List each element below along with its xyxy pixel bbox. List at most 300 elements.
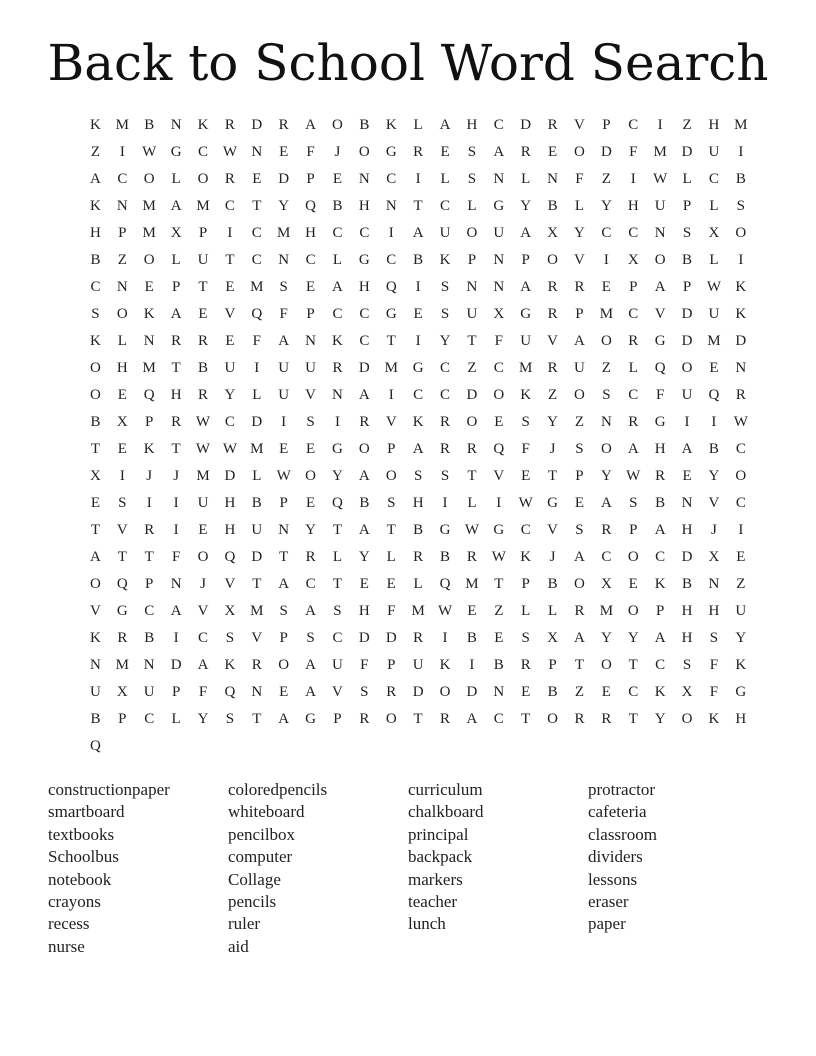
grid-letter[interactable]: A bbox=[412, 441, 424, 457]
grid-letter[interactable]: L bbox=[171, 711, 181, 727]
grid-letter[interactable]: S bbox=[575, 441, 584, 457]
grid-letter[interactable]: U bbox=[493, 225, 505, 241]
grid-letter[interactable]: O bbox=[654, 252, 666, 268]
grid-letter[interactable]: C bbox=[359, 225, 370, 241]
grid-letter[interactable]: I bbox=[738, 252, 744, 268]
grid-letter[interactable]: T bbox=[117, 549, 127, 565]
grid-letter[interactable]: R bbox=[601, 711, 612, 727]
grid-letter[interactable]: Z bbox=[494, 603, 504, 619]
grid-letter[interactable]: S bbox=[306, 630, 315, 646]
grid-letter[interactable]: K bbox=[439, 657, 451, 673]
grid-letter[interactable]: H bbox=[708, 603, 720, 619]
grid-letter[interactable]: H bbox=[681, 522, 693, 538]
grid-letter[interactable]: S bbox=[360, 684, 369, 700]
grid-letter[interactable]: R bbox=[332, 360, 343, 376]
grid-letter[interactable]: O bbox=[600, 441, 612, 457]
grid-letter[interactable]: E bbox=[305, 495, 316, 511]
grid-letter[interactable]: D bbox=[251, 117, 263, 133]
grid-letter[interactable]: P bbox=[145, 576, 154, 592]
grid-letter[interactable]: D bbox=[358, 360, 370, 376]
grid-letter[interactable]: U bbox=[143, 684, 155, 700]
grid-letter[interactable]: J bbox=[173, 468, 180, 484]
grid-letter[interactable]: O bbox=[90, 387, 101, 403]
grid-letter[interactable]: X bbox=[224, 603, 236, 619]
grid-letter[interactable]: Z bbox=[467, 360, 477, 376]
grid-letter[interactable]: D bbox=[278, 171, 290, 187]
grid-letter[interactable]: E bbox=[117, 387, 127, 403]
grid-letter[interactable]: B bbox=[90, 252, 101, 268]
grid-letter[interactable]: R bbox=[601, 522, 612, 538]
grid-letter[interactable]: E bbox=[521, 684, 531, 700]
grid-letter[interactable]: D bbox=[681, 549, 693, 565]
grid-letter[interactable]: H bbox=[627, 198, 639, 214]
grid-letter[interactable]: N bbox=[116, 198, 128, 214]
grid-letter[interactable]: C bbox=[601, 225, 612, 241]
grid-letter[interactable]: D bbox=[412, 684, 424, 700]
grid-letter[interactable]: U bbox=[735, 603, 747, 619]
grid-letter[interactable]: N bbox=[547, 171, 558, 187]
grid-letter[interactable]: B bbox=[735, 171, 746, 187]
grid-letter[interactable]: A bbox=[358, 468, 370, 484]
grid-letter[interactable]: E bbox=[117, 441, 127, 457]
grid-letter[interactable]: M bbox=[707, 333, 721, 349]
grid-letter[interactable]: K bbox=[735, 306, 747, 322]
grid-letter[interactable]: E bbox=[279, 684, 289, 700]
grid-letter[interactable]: O bbox=[574, 576, 585, 592]
grid-letter[interactable]: V bbox=[547, 333, 558, 349]
grid-letter[interactable]: E bbox=[440, 144, 450, 160]
grid-letter[interactable]: Q bbox=[251, 306, 263, 322]
grid-letter[interactable]: M bbox=[142, 225, 156, 241]
grid-letter[interactable]: D bbox=[170, 657, 182, 673]
grid-letter[interactable]: I bbox=[711, 414, 717, 430]
grid-letter[interactable]: D bbox=[251, 549, 263, 565]
grid-letter[interactable]: O bbox=[143, 171, 155, 187]
grid-letter[interactable]: A bbox=[278, 333, 290, 349]
grid-letter[interactable]: X bbox=[170, 225, 182, 241]
grid-letter[interactable]: A bbox=[574, 630, 585, 646]
grid-letter[interactable]: A bbox=[600, 495, 612, 511]
grid-letter[interactable]: E bbox=[332, 171, 343, 187]
grid-letter[interactable]: K bbox=[332, 333, 343, 349]
grid-letter[interactable]: L bbox=[709, 198, 719, 214]
grid-letter[interactable]: K bbox=[90, 630, 101, 646]
grid-letter[interactable]: H bbox=[708, 117, 720, 133]
grid-letter[interactable]: W bbox=[733, 414, 748, 430]
grid-letter[interactable]: I bbox=[657, 117, 663, 133]
grid-letter[interactable]: C bbox=[332, 630, 343, 646]
grid-letter[interactable]: X bbox=[116, 684, 128, 700]
grid-letter[interactable]: Z bbox=[90, 144, 101, 160]
grid-letter[interactable]: R bbox=[735, 387, 746, 403]
grid-letter[interactable]: I bbox=[630, 171, 636, 187]
grid-letter[interactable]: R bbox=[440, 711, 451, 727]
grid-letter[interactable]: O bbox=[600, 333, 612, 349]
grid-letter[interactable]: S bbox=[682, 657, 692, 673]
grid-letter[interactable]: F bbox=[655, 387, 665, 403]
grid-letter[interactable]: M bbox=[250, 603, 264, 619]
grid-letter[interactable]: V bbox=[708, 495, 720, 511]
grid-letter[interactable]: T bbox=[386, 522, 396, 538]
grid-letter[interactable]: W bbox=[276, 468, 291, 484]
grid-letter[interactable]: I bbox=[227, 225, 233, 241]
grid-letter[interactable]: S bbox=[521, 414, 530, 430]
grid-letter[interactable]: G bbox=[412, 360, 424, 376]
grid-letter[interactable]: O bbox=[439, 684, 451, 700]
grid-letter[interactable]: E bbox=[494, 630, 504, 646]
grid-letter[interactable]: G bbox=[735, 684, 747, 700]
grid-letter[interactable]: K bbox=[90, 333, 101, 349]
grid-letter[interactable]: J bbox=[334, 144, 341, 160]
grid-letter[interactable]: E bbox=[682, 468, 692, 484]
grid-letter[interactable]: N bbox=[493, 252, 505, 268]
grid-letter[interactable]: J bbox=[549, 441, 556, 457]
grid-letter[interactable]: O bbox=[358, 441, 370, 457]
grid-letter[interactable]: R bbox=[198, 387, 209, 403]
grid-letter[interactable]: N bbox=[251, 144, 263, 160]
grid-letter[interactable]: W bbox=[222, 441, 237, 457]
grid-letter[interactable]: R bbox=[547, 279, 558, 295]
grid-letter[interactable]: V bbox=[197, 603, 209, 619]
grid-letter[interactable]: L bbox=[386, 549, 396, 565]
grid-letter[interactable]: L bbox=[440, 171, 450, 187]
grid-letter[interactable]: H bbox=[305, 225, 316, 241]
grid-letter[interactable]: R bbox=[440, 414, 451, 430]
grid-letter[interactable]: S bbox=[225, 630, 235, 646]
grid-letter[interactable]: Y bbox=[520, 198, 532, 214]
grid-letter[interactable]: S bbox=[91, 306, 100, 322]
grid-letter[interactable]: C bbox=[359, 306, 370, 322]
grid-letter[interactable]: S bbox=[629, 495, 638, 511]
grid-letter[interactable]: Q bbox=[224, 684, 236, 700]
grid-letter[interactable]: A bbox=[654, 630, 666, 646]
grid-letter[interactable]: L bbox=[682, 171, 692, 187]
grid-letter[interactable]: I bbox=[281, 414, 287, 430]
grid-letter[interactable]: T bbox=[332, 576, 343, 592]
grid-letter[interactable]: J bbox=[711, 522, 717, 538]
grid-letter[interactable]: D bbox=[466, 684, 478, 700]
grid-letter[interactable]: O bbox=[305, 468, 316, 484]
grid-letter[interactable]: G bbox=[358, 252, 370, 268]
grid-letter[interactable]: C bbox=[708, 171, 719, 187]
grid-letter[interactable]: W bbox=[653, 171, 668, 187]
grid-letter[interactable]: R bbox=[413, 549, 424, 565]
grid-letter[interactable]: C bbox=[493, 117, 504, 133]
grid-letter[interactable]: H bbox=[466, 117, 478, 133]
grid-letter[interactable]: H bbox=[735, 711, 747, 727]
grid-letter[interactable]: C bbox=[144, 603, 155, 619]
grid-letter[interactable]: T bbox=[225, 252, 235, 268]
grid-letter[interactable]: N bbox=[385, 198, 397, 214]
grid-letter[interactable]: R bbox=[386, 684, 397, 700]
grid-letter[interactable]: I bbox=[334, 414, 340, 430]
grid-letter[interactable]: L bbox=[117, 333, 127, 349]
grid-letter[interactable]: A bbox=[278, 711, 290, 727]
grid-letter[interactable]: C bbox=[90, 279, 101, 295]
grid-letter[interactable]: V bbox=[574, 252, 585, 268]
grid-letter[interactable]: C bbox=[628, 225, 639, 241]
grid-letter[interactable]: K bbox=[143, 306, 155, 322]
grid-letter[interactable]: M bbox=[142, 198, 156, 214]
grid-letter[interactable]: O bbox=[547, 252, 558, 268]
grid-letter[interactable]: E bbox=[709, 360, 719, 376]
grid-letter[interactable]: R bbox=[224, 117, 235, 133]
grid-letter[interactable]: N bbox=[278, 252, 290, 268]
grid-letter[interactable]: Y bbox=[654, 711, 666, 727]
grid-letter[interactable]: C bbox=[735, 441, 746, 457]
grid-letter[interactable]: C bbox=[251, 225, 262, 241]
grid-letter[interactable]: P bbox=[118, 225, 127, 241]
grid-letter[interactable]: A bbox=[466, 711, 478, 727]
grid-letter[interactable]: Z bbox=[736, 576, 746, 592]
grid-letter[interactable]: B bbox=[440, 549, 451, 565]
grid-letter[interactable]: X bbox=[493, 306, 505, 322]
grid-letter[interactable]: F bbox=[521, 441, 530, 457]
grid-letter[interactable]: U bbox=[224, 360, 236, 376]
grid-letter[interactable]: M bbox=[277, 225, 291, 241]
grid-letter[interactable]: I bbox=[415, 171, 421, 187]
grid-letter[interactable]: I bbox=[254, 360, 260, 376]
grid-letter[interactable]: R bbox=[628, 414, 639, 430]
grid-letter[interactable]: A bbox=[305, 684, 316, 700]
grid-letter[interactable]: E bbox=[144, 279, 154, 295]
grid-letter[interactable]: K bbox=[90, 117, 101, 133]
grid-letter[interactable]: M bbox=[196, 468, 210, 484]
grid-letter[interactable]: A bbox=[90, 549, 101, 565]
grid-letter[interactable]: S bbox=[602, 387, 611, 403]
grid-letter[interactable]: T bbox=[467, 468, 477, 484]
grid-letter[interactable]: W bbox=[222, 144, 237, 160]
grid-letter[interactable]: C bbox=[144, 711, 155, 727]
grid-letter[interactable]: P bbox=[171, 279, 181, 295]
grid-letter[interactable]: G bbox=[547, 495, 558, 511]
grid-letter[interactable]: D bbox=[358, 630, 370, 646]
grid-letter[interactable]: G bbox=[385, 306, 397, 322]
grid-letter[interactable]: O bbox=[278, 657, 290, 673]
grid-letter[interactable]: Z bbox=[682, 117, 692, 133]
grid-letter[interactable]: I bbox=[684, 414, 690, 430]
grid-letter[interactable]: G bbox=[493, 198, 505, 214]
grid-letter[interactable]: G bbox=[520, 306, 532, 322]
grid-letter[interactable]: T bbox=[548, 468, 558, 484]
grid-letter[interactable]: F bbox=[709, 684, 719, 700]
grid-letter[interactable]: N bbox=[170, 576, 182, 592]
grid-letter[interactable]: T bbox=[279, 549, 289, 565]
grid-letter[interactable]: L bbox=[252, 468, 262, 484]
grid-letter[interactable]: P bbox=[548, 657, 557, 673]
grid-letter[interactable]: Y bbox=[600, 630, 612, 646]
grid-letter[interactable]: T bbox=[144, 549, 154, 565]
grid-letter[interactable]: Q bbox=[708, 387, 720, 403]
grid-letter[interactable]: S bbox=[682, 225, 692, 241]
grid-letter[interactable]: R bbox=[224, 171, 235, 187]
grid-letter[interactable]: K bbox=[654, 576, 666, 592]
grid-letter[interactable]: N bbox=[681, 495, 693, 511]
grid-letter[interactable]: C bbox=[305, 576, 316, 592]
grid-letter[interactable]: M bbox=[599, 603, 614, 619]
grid-letter[interactable]: M bbox=[142, 360, 156, 376]
grid-letter[interactable]: K bbox=[385, 117, 397, 133]
grid-letter[interactable]: O bbox=[332, 117, 343, 133]
grid-letter[interactable]: Y bbox=[600, 468, 612, 484]
grid-letter[interactable]: W bbox=[142, 144, 157, 160]
grid-letter[interactable]: F bbox=[171, 549, 181, 565]
grid-letter[interactable]: N bbox=[143, 657, 155, 673]
grid-letter[interactable]: K bbox=[708, 711, 720, 727]
grid-letter[interactable]: D bbox=[681, 333, 693, 349]
grid-letter[interactable]: S bbox=[225, 711, 235, 727]
grid-letter[interactable]: C bbox=[628, 387, 639, 403]
grid-letter[interactable]: A bbox=[170, 198, 182, 214]
grid-letter[interactable]: E bbox=[225, 279, 235, 295]
grid-letter[interactable]: E bbox=[279, 144, 289, 160]
grid-letter[interactable]: T bbox=[521, 711, 531, 727]
grid-letter[interactable]: E bbox=[386, 576, 396, 592]
grid-letter[interactable]: P bbox=[171, 684, 181, 700]
grid-letter[interactable]: Q bbox=[116, 576, 128, 592]
grid-letter[interactable]: O bbox=[493, 387, 505, 403]
grid-letter[interactable]: P bbox=[655, 603, 665, 619]
grid-letter[interactable]: H bbox=[358, 279, 370, 295]
grid-letter[interactable]: K bbox=[224, 657, 236, 673]
grid-letter[interactable]: A bbox=[439, 117, 451, 133]
grid-letter[interactable]: P bbox=[387, 441, 396, 457]
grid-letter[interactable]: S bbox=[467, 144, 477, 160]
grid-letter[interactable]: A bbox=[574, 333, 585, 349]
grid-letter[interactable]: O bbox=[385, 711, 397, 727]
grid-letter[interactable]: R bbox=[655, 468, 666, 484]
grid-letter[interactable]: E bbox=[574, 495, 585, 511]
grid-letter[interactable]: W bbox=[437, 603, 453, 619]
grid-letter[interactable]: F bbox=[387, 603, 396, 619]
grid-letter[interactable]: C bbox=[655, 657, 666, 673]
grid-letter[interactable]: O bbox=[116, 306, 128, 322]
grid-letter[interactable]: T bbox=[628, 657, 638, 673]
grid-letter[interactable]: R bbox=[305, 549, 316, 565]
grid-letter[interactable]: R bbox=[574, 279, 585, 295]
grid-letter[interactable]: C bbox=[628, 306, 639, 322]
grid-letter[interactable]: X bbox=[708, 225, 720, 241]
grid-letter[interactable]: N bbox=[116, 279, 128, 295]
grid-letter[interactable]: I bbox=[738, 522, 744, 538]
grid-letter[interactable]: U bbox=[520, 333, 532, 349]
grid-letter[interactable]: B bbox=[547, 684, 558, 700]
grid-letter[interactable]: U bbox=[278, 360, 290, 376]
grid-letter[interactable]: I bbox=[738, 144, 744, 160]
grid-letter[interactable]: P bbox=[118, 711, 127, 727]
grid-letter[interactable]: X bbox=[116, 414, 128, 430]
grid-letter[interactable]: C bbox=[198, 630, 209, 646]
grid-letter[interactable]: J bbox=[200, 576, 206, 592]
grid-letter[interactable]: S bbox=[440, 279, 450, 295]
grid-letter[interactable]: A bbox=[197, 657, 209, 673]
grid-letter[interactable]: S bbox=[440, 468, 450, 484]
grid-letter[interactable]: H bbox=[224, 495, 236, 511]
grid-letter[interactable]: T bbox=[628, 711, 638, 727]
grid-letter[interactable]: E bbox=[359, 576, 369, 592]
grid-letter[interactable]: N bbox=[358, 171, 370, 187]
grid-letter[interactable]: F bbox=[279, 306, 288, 322]
grid-letter[interactable]: W bbox=[626, 468, 641, 484]
grid-letter[interactable]: C bbox=[359, 333, 370, 349]
grid-letter[interactable]: G bbox=[305, 711, 316, 727]
grid-letter[interactable]: U bbox=[278, 387, 290, 403]
grid-letter[interactable]: P bbox=[198, 225, 208, 241]
grid-letter[interactable]: T bbox=[252, 576, 262, 592]
grid-letter[interactable]: P bbox=[602, 117, 611, 133]
grid-letter[interactable]: U bbox=[574, 360, 585, 376]
grid-letter[interactable]: V bbox=[224, 306, 236, 322]
grid-letter[interactable]: O bbox=[681, 360, 693, 376]
grid-letter[interactable]: C bbox=[493, 711, 504, 727]
grid-letter[interactable]: Q bbox=[90, 738, 101, 754]
grid-letter[interactable]: U bbox=[439, 225, 451, 241]
grid-letter[interactable]: H bbox=[116, 360, 128, 376]
grid-letter[interactable]: Q bbox=[385, 279, 397, 295]
grid-letter[interactable]: T bbox=[90, 441, 101, 457]
grid-letter[interactable]: Q bbox=[143, 387, 155, 403]
grid-letter[interactable]: O bbox=[681, 711, 693, 727]
grid-letter[interactable]: T bbox=[171, 360, 181, 376]
grid-letter[interactable]: R bbox=[171, 414, 182, 430]
grid-letter[interactable]: M bbox=[115, 117, 129, 133]
grid-letter[interactable]: G bbox=[654, 333, 666, 349]
grid-letter[interactable]: F bbox=[252, 333, 261, 349]
grid-letter[interactable]: W bbox=[195, 441, 211, 457]
grid-letter[interactable]: T bbox=[574, 657, 585, 673]
grid-letter[interactable]: L bbox=[171, 252, 181, 268]
grid-letter[interactable]: B bbox=[708, 441, 719, 457]
grid-letter[interactable]: O bbox=[197, 171, 209, 187]
grid-letter[interactable]: S bbox=[387, 495, 396, 511]
grid-letter[interactable]: A bbox=[520, 225, 532, 241]
grid-letter[interactable]: E bbox=[601, 684, 611, 700]
grid-letter[interactable]: L bbox=[709, 252, 719, 268]
grid-letter[interactable]: C bbox=[224, 198, 235, 214]
grid-letter[interactable]: O bbox=[547, 711, 558, 727]
grid-letter[interactable]: Y bbox=[278, 198, 290, 214]
grid-letter[interactable]: B bbox=[359, 495, 370, 511]
grid-letter[interactable]: T bbox=[252, 711, 262, 727]
grid-letter[interactable]: Y bbox=[708, 468, 720, 484]
grid-letter[interactable]: T bbox=[494, 576, 504, 592]
grid-letter[interactable]: I bbox=[146, 495, 152, 511]
grid-letter[interactable]: E bbox=[305, 441, 316, 457]
grid-letter[interactable]: V bbox=[332, 684, 343, 700]
grid-letter[interactable]: D bbox=[600, 144, 612, 160]
grid-letter[interactable]: W bbox=[491, 549, 506, 565]
grid-letter[interactable]: Y bbox=[305, 522, 316, 538]
grid-letter[interactable]: M bbox=[653, 144, 667, 160]
grid-letter[interactable]: P bbox=[387, 657, 396, 673]
grid-letter[interactable]: I bbox=[469, 657, 475, 673]
grid-letter[interactable]: N bbox=[90, 657, 101, 673]
grid-letter[interactable]: A bbox=[654, 522, 666, 538]
grid-letter[interactable]: G bbox=[332, 441, 343, 457]
grid-letter[interactable]: Y bbox=[439, 333, 451, 349]
grid-letter[interactable]: C bbox=[440, 387, 451, 403]
grid-letter[interactable]: P bbox=[306, 171, 315, 187]
grid-letter[interactable]: C bbox=[601, 549, 612, 565]
grid-letter[interactable]: M bbox=[196, 198, 210, 214]
grid-letter[interactable]: L bbox=[467, 198, 477, 214]
grid-letter[interactable]: U bbox=[251, 522, 263, 538]
grid-letter[interactable]: V bbox=[116, 522, 128, 538]
grid-letter[interactable]: U bbox=[412, 657, 424, 673]
grid-letter[interactable]: R bbox=[628, 333, 639, 349]
grid-letter[interactable]: M bbox=[250, 279, 264, 295]
grid-letter[interactable]: S bbox=[575, 522, 584, 538]
